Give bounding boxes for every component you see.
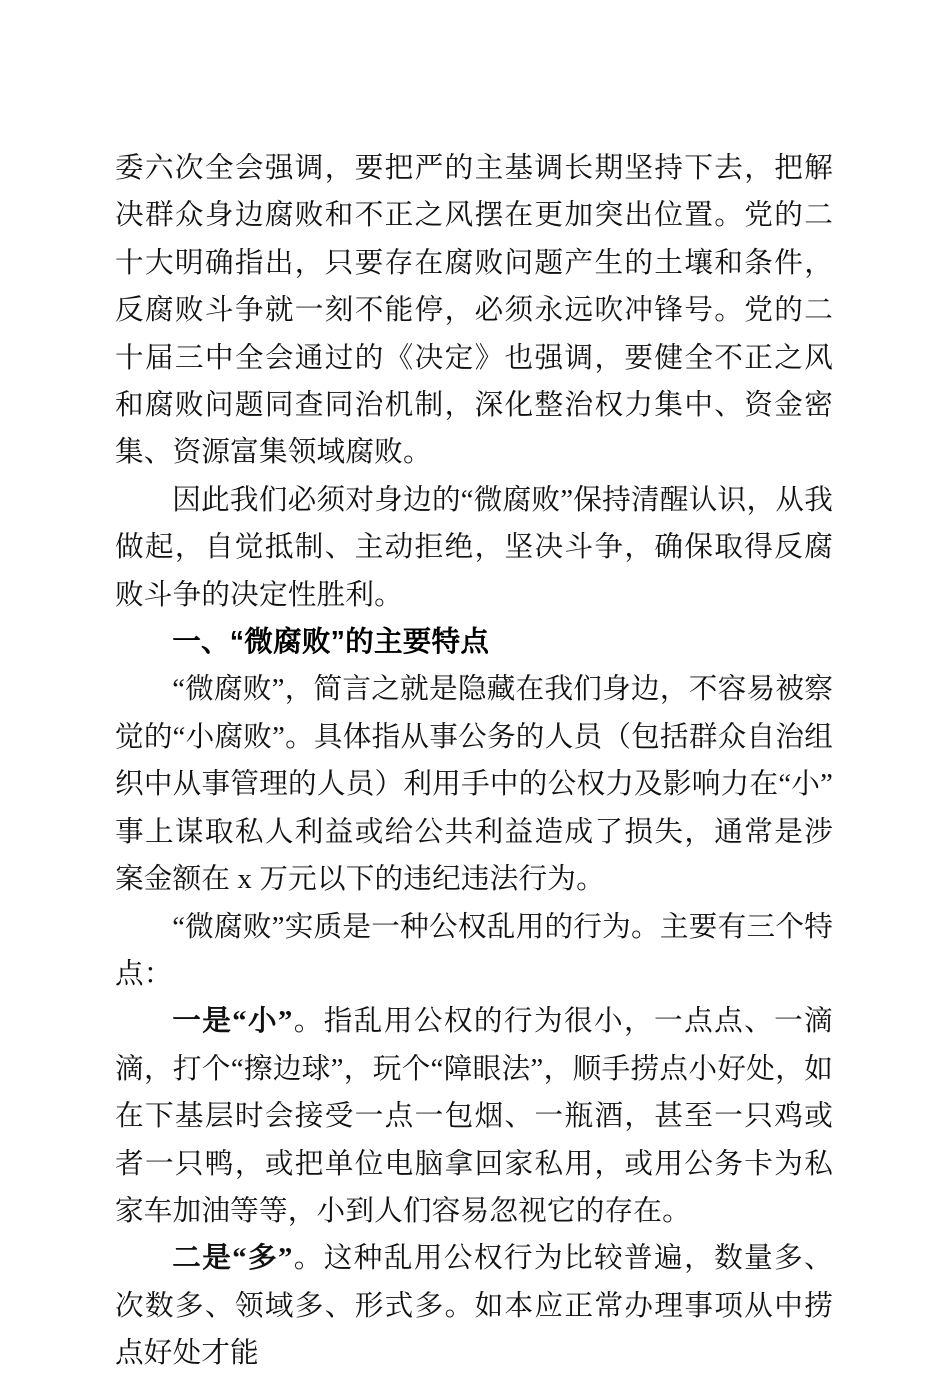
document-body [115, 145, 833, 1378]
paragraph: “微腐败”，简言之就是隐藏在我们身边，不容易被察觉的“小腐败”。具体指从事公务的人员（包括群众自治组织中从事管理的人员）利用手中的公权力及影响力在“小”事上谋取私人利益或给公共利益造成了损失，通常是涉案金额在 x 万元以下的违纪违法行为。 [115, 674, 833, 896]
paragraph-point-two [115, 1235, 833, 1377]
point-lead-label: 一是“小” [172, 1006, 293, 1038]
paragraph-point-one [115, 998, 833, 1235]
point-body-text: 。这种乱用公权行为比较普遍，数量多、次数多、领域多、形式多。如本应正常办理事项从中捞点好处才能 [115, 1243, 833, 1370]
paragraph: 因此我们必须对身边的“微腐败”保持清醒认识，从我做起，自觉抵制、主动拒绝，坚决斗争，确保取得反腐败斗争的决定性胜利。 [115, 484, 833, 611]
paragraph: “微腐败”实质是一种公权乱用的行为。主要有三个特点： [115, 911, 833, 990]
section-heading-1: 一、“微腐败”的主要特点 [172, 626, 490, 659]
point-lead-label: 二是“多” [172, 1243, 293, 1275]
paragraph-continued: 委六次全会强调，要把严的主基调长期坚持下去，把解决群众身边腐败和不正之风摆在更加突出位置。党的二十大明确指出，只要存在腐败问题产生的土壤和条件，反腐败斗争就一刻不能停，必须永远吹冲锋号。党的二十届三中全会通过的《决定》也强调，要健全不正之风和腐败问题同查同治机制，深化整治权力集中、资金密集、资源富集领域腐败。 [115, 153, 833, 469]
point-body-text: 。指乱用公权的行为很小，一点点、一滴滴，打个“擦边球”，玩个“障眼法”，顺手捞点小好处，如在下基层时会接受一点一包烟、一瓶酒，甚至一只鸡或者一只鸭，或把单位电脑拿回家私用，或用公务卡为私家车加油等等，小到人们容易忽视它的存在。 [115, 1006, 833, 1227]
